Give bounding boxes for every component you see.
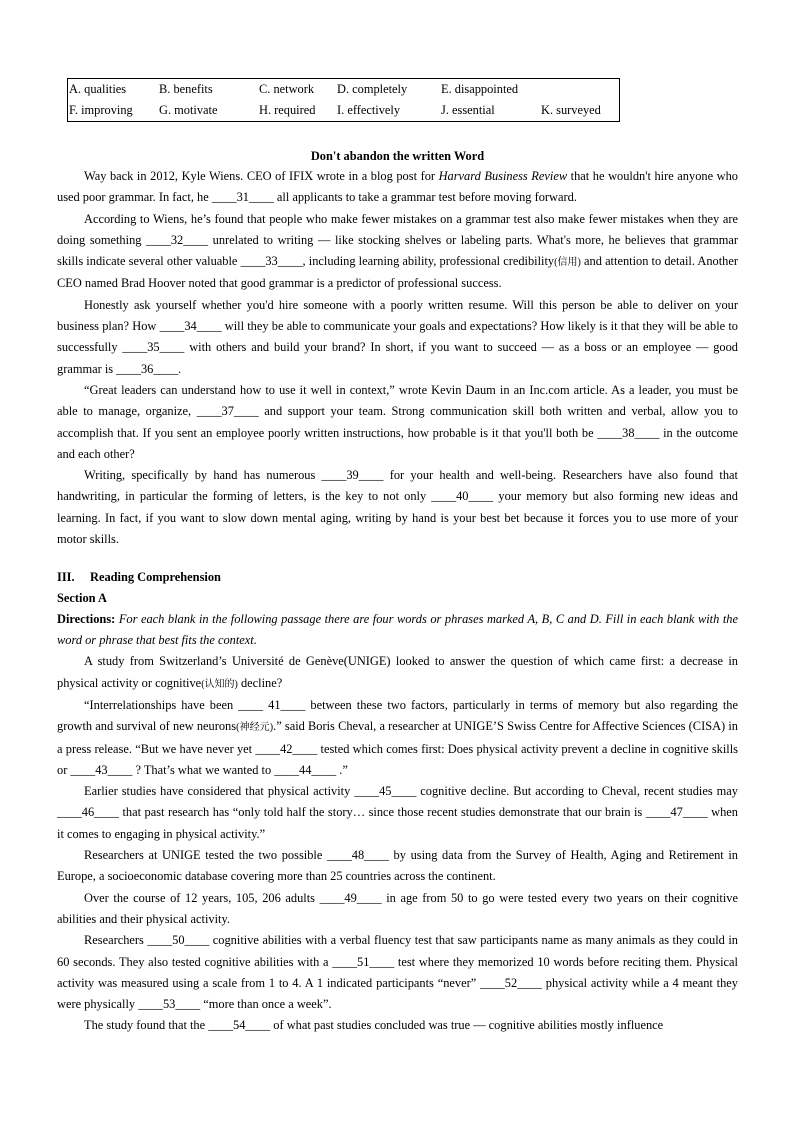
article-paragraph-2: According to Wiens, he’s found that people who make fewer mistakes on a grammar test also make fewer mistakes when they are doing something ____32____ unrelated to writing — like stocking shelves or labeling parts. What's more, he believes that grammar skills indicate several other valuable ____33____, including learning ability, professional credibility(信用) and attention to detail. Another CEO named Brad Hoover noted that good grammar is a predictor of professional success. (57, 211, 738, 291)
word-bank-row (68, 100, 620, 122)
passage-paragraph-3: Earlier studies have considered that physical activity ____45____ cognitive decline. But according to Cheval, recent studies may ____46____ that past research has “only told half the story… since those recent studies demonstrate that our brain is ____47____ when it comes to engaging in physical activity.” (57, 784, 738, 841)
word-bank-option: D. completely (337, 82, 408, 96)
word-bank-option: K. surveyed (541, 103, 601, 117)
directions-label: Directions: (57, 612, 116, 627)
section-title: Reading Comprehension (90, 570, 221, 585)
article-title: Don't abandon the written Word (310, 149, 485, 163)
word-bank-option (540, 79, 620, 101)
word-bank-option: E. disappointed (441, 82, 519, 96)
exam-page (57, 78, 738, 1037)
article-paragraph-4: “Great leaders can understand how to use it well in context,” wrote Kevin Daum in an Inc.com article. As a leader, you must be able to manage, organize, ____37____ and support your team. Strong communication skill both written and verbal, allow you to accomplish that. If you sent an employee poorly written instructions, how probable is it that you'll both be ____38____ in the outcome and each other? (57, 382, 738, 461)
passage-paragraph-5: Over the course of 12 years, 105, 206 adults ____49____ in age from 50 to go were tested every two years on their cognitive abilities and their physical activity. (57, 890, 738, 926)
word-bank-option: C. network (259, 82, 315, 96)
word-bank-option: H. required (259, 103, 316, 117)
word-bank-option: B. benefits (159, 82, 213, 96)
section-heading (57, 567, 738, 588)
directions (57, 609, 738, 651)
word-bank-option: I. effectively (337, 103, 401, 117)
passage-paragraph-2: “Interrelationships have been ____ 41____ between these two factors, particularly in terms of memory but also regarding the growth and survival of new neurons(神经元).” said Boris Cheval, a researcher at UNIGE’S Swiss Centre for Affective Sciences (CISA) in a press release. “But we have never yet ____42____ tested which comes first: Does physical activity prevent a decline in cognitive skills or ____43____ ? That’s what we wanted to ____44____ .” (57, 697, 738, 777)
passage-paragraph-4: Researchers at UNIGE tested the two possible ____48____ by using data from the Survey of Health, Aging and Retirement in Europe, a socioeconomic database covering more than 25 countries across the continent. (57, 848, 738, 884)
word-bank-row (68, 79, 620, 101)
word-bank-option: F. improving (69, 103, 133, 117)
section-number: III. (57, 570, 75, 585)
directions-text: For each blank in the following passage there are four words or phrases marked A, B, C and D. Fill in each blank with the word or phrase that best fits the context. (57, 612, 738, 648)
passage-paragraph-6: Researchers ____50____ cognitive abilities with a verbal fluency test that saw participants name as many animals as they could in 60 seconds. They also tested cognitive abilities with a ____51____ test where they memorized 10 words before reciting them. Physical activity was measured using a scale from 1 to 4. A 1 indicated participants “never” ____52____ physical activity while a 4 meant they were physically ____53____ “more than once a week”. (57, 933, 738, 1012)
passage-paragraph-7: The study found that the ____54____ of what past studies concluded was true — cognitive abilities mostly influence (84, 1018, 664, 1033)
word-bank-option: A. qualities (69, 82, 127, 96)
subsection-heading: Section A (57, 591, 107, 606)
article-paragraph-3: Honestly ask yourself whether you'd hire someone with a poorly written resume. Will this person be able to deliver on your business plan? How ____34____ will they be able to communicate your goals and expectations? How likely is it that they will be able to successfully ____35____ with others and build your brand? In short, if you want to succeed — as a boss or an employee — good grammar is ____36____. (57, 297, 738, 376)
chinese-gloss: (神经元) (236, 722, 274, 734)
word-bank-table (67, 78, 620, 122)
chinese-gloss: (信用) (554, 257, 581, 269)
word-bank-option: G. motivate (159, 103, 218, 117)
article-paragraph-1: Way back in 2012, Kyle Wiens. CEO of IFIX wrote in a blog post for Harvard Business Review that he wouldn't hire anyone who used poor grammar. In fact, he ____31____ all applicants to take a grammar test before moving forward. (57, 169, 738, 205)
word-bank-option: J. essential (441, 103, 495, 117)
passage-paragraph-1: A study from Switzerland’s Université de Genève(UNIGE) looked to answer the question of which came first: a decrease in physical activity or cognitive(认知的) decline? (57, 654, 738, 690)
article-paragraph-5: Writing, specifically by hand has numerous ____39____ for your health and well-being. Researchers have also found that handwriting, in particular the forming of letters, is the key to not only ____40____ your memory but also forming new ideas and learning. In fact, if you want to slow down mental aging, writing by hand is your best bet because it forces you to use more of your motor skills. (57, 468, 738, 547)
publication-name: Harvard Business Review (438, 169, 568, 183)
chinese-gloss: (认知的) (201, 678, 238, 690)
